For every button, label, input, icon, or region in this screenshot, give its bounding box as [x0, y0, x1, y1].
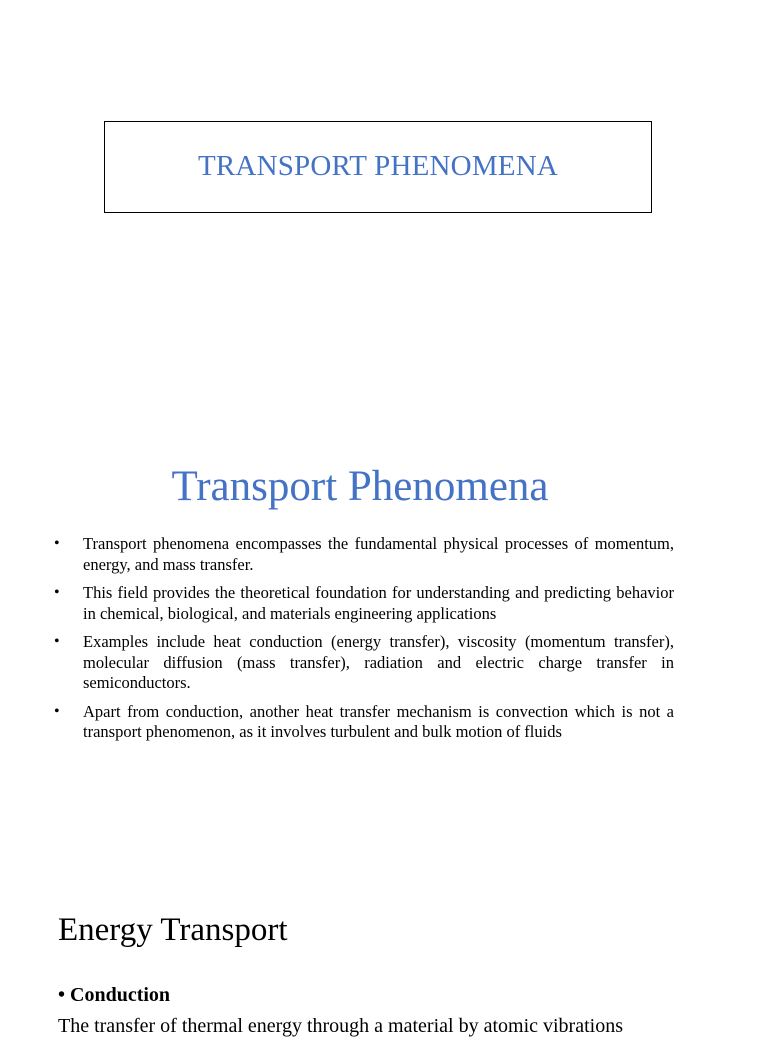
list-item — [54, 632, 674, 694]
bullet-icon: • — [54, 535, 60, 552]
bullet-icon: • — [54, 584, 60, 601]
title-slide-heading: TRANSPORT PHENOMENA — [197, 149, 559, 182]
title-slide-box — [104, 121, 652, 213]
list-item — [54, 534, 674, 575]
bullet-text: This field provides the theoretical foundation for understanding and predicting behavior in chemical, biological, and materials engineering applications — [83, 583, 674, 623]
list-item — [54, 583, 674, 624]
conduction-definition-text: The transfer of thermal energy through a material by atomic vibrations — [58, 1015, 623, 1037]
bullet-icon: • — [54, 702, 60, 720]
conduction-subheading: • Conduction — [58, 984, 171, 1006]
energy-transport-title: Energy Transport — [58, 912, 288, 948]
bullet-text: Examples include heat conduction (energy transfer), viscosity (momentum transfer), molecular diffusion (mass transfer), radiation and electric charge transfer in semiconductors. — [83, 632, 674, 692]
overview-bullet-list — [54, 534, 674, 751]
list-item — [54, 702, 674, 743]
bullet-icon: • — [54, 633, 60, 650]
bullet-text: Transport phenomena encompasses the fundamental physical processes of momentum, energy, and mass transfer. — [83, 534, 674, 574]
overview-slide-title: Transport Phenomena — [171, 463, 549, 510]
bullet-text: Apart from conduction, another heat transfer mechanism is convection which is not a transport phenomenon, as it involves turbulent and bulk motion of fluids — [83, 701, 674, 741]
